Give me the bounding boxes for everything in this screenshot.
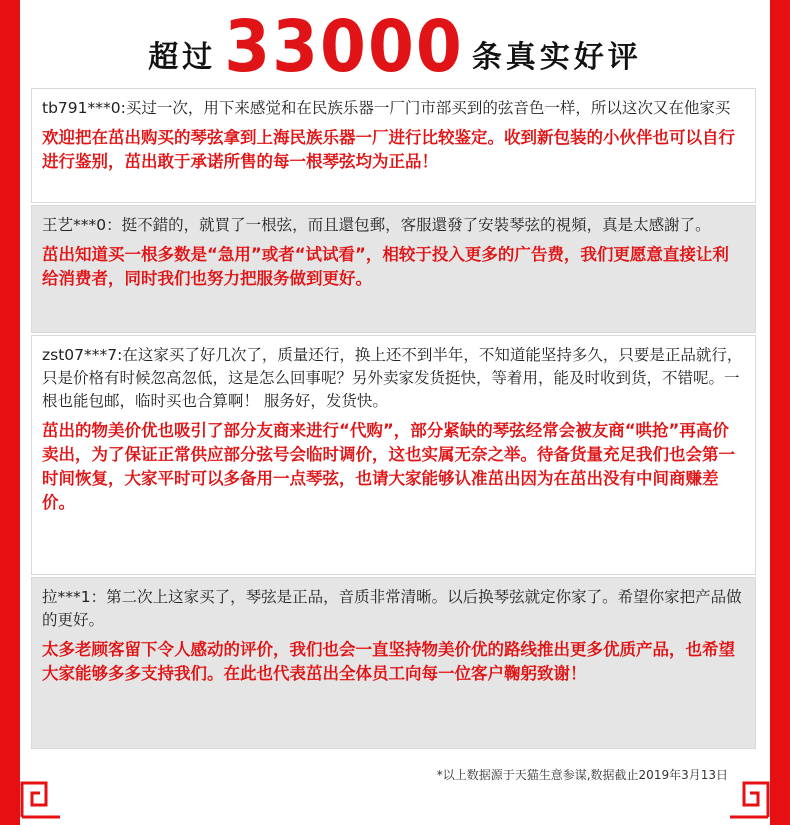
title-suffix: 条真实好评 bbox=[471, 40, 642, 75]
review-text: zst07***7:在这家买了好几次了，质量还行，换上还不到半年，不知道能坚持多久，只要是正品就行， 只是价格有时候忽高忽低，这是怎么回事呢？另外卖家发货挺快，等着用，能及时收到货，不错呢。一根也能包邮，临时买也合算啊！ 服务好，发货快。 bbox=[42, 346, 743, 410]
corner-ornament-right bbox=[726, 775, 770, 819]
left-red-border bbox=[0, 0, 20, 825]
page-header bbox=[0, 0, 790, 89]
review-text: tb791***0:买过一次，用下来感觉和在民族乐器一厂门市部买到的弦音色一样，所以这次又在他家买 bbox=[42, 99, 731, 117]
reply-text: 茁出知道买一根多数是“急用”或者“试试看”，相较于投入更多的广告费，我们更愿意直接让利给消费者，同时我们也努力把服务做到更好。 bbox=[42, 245, 729, 288]
review-card-3 bbox=[31, 335, 756, 575]
data-source-footnote: *以上数据源于天猫生意参谋,数据截止2019年3月13日 bbox=[436, 768, 728, 782]
review-text: 王艺***0：挺不錯的，就買了一根弦，而且還包郵，客服還發了安裝琴弦的視頻，真是太感謝了。 bbox=[42, 216, 711, 234]
corner-ornament-left bbox=[20, 775, 64, 819]
review-card-4 bbox=[31, 577, 756, 749]
title-number: 33000 bbox=[224, 4, 464, 89]
reply-text: 茁出的物美价优也吸引了部分友商来进行“代购”，部分紧缺的琴弦经常会被友商“哄抢”再高价卖出，为了保证正常供应部分弦号会临时调价，这也实属无奈之举。待备货量充足我们也会第一时间恢复，大家平时可以多备用一点琴弦，也请大家能够认准茁出因为在茁出没有中间商赚差价。 bbox=[42, 421, 735, 512]
reply-text: 欢迎把在茁出购买的琴弦拿到上海民族乐器一厂进行比较鉴定。收到新包装的小伙伴也可以自行进行鉴别，茁出敢于承诺所售的每一根琴弦均为正品！ bbox=[42, 128, 735, 171]
review-text: 拉***1：第二次上这家买了，琴弦是正品，音质非常清晰。以后换琴弦就定你家了。希望你家把产品做的更好。 bbox=[42, 588, 742, 629]
review-card-1 bbox=[31, 88, 756, 203]
page-title bbox=[0, 0, 790, 89]
title-prefix: 超过 bbox=[148, 40, 217, 75]
review-card-2 bbox=[31, 205, 756, 333]
right-red-border bbox=[770, 0, 790, 825]
reply-text: 太多老顾客留下令人感动的评价，我们也会一直坚持物美价优的路线推出更多优质产品，也希望大家能够多多支持我们。在此也代表茁出全体员工向每一位客户鞠躬致谢！ bbox=[42, 640, 735, 683]
